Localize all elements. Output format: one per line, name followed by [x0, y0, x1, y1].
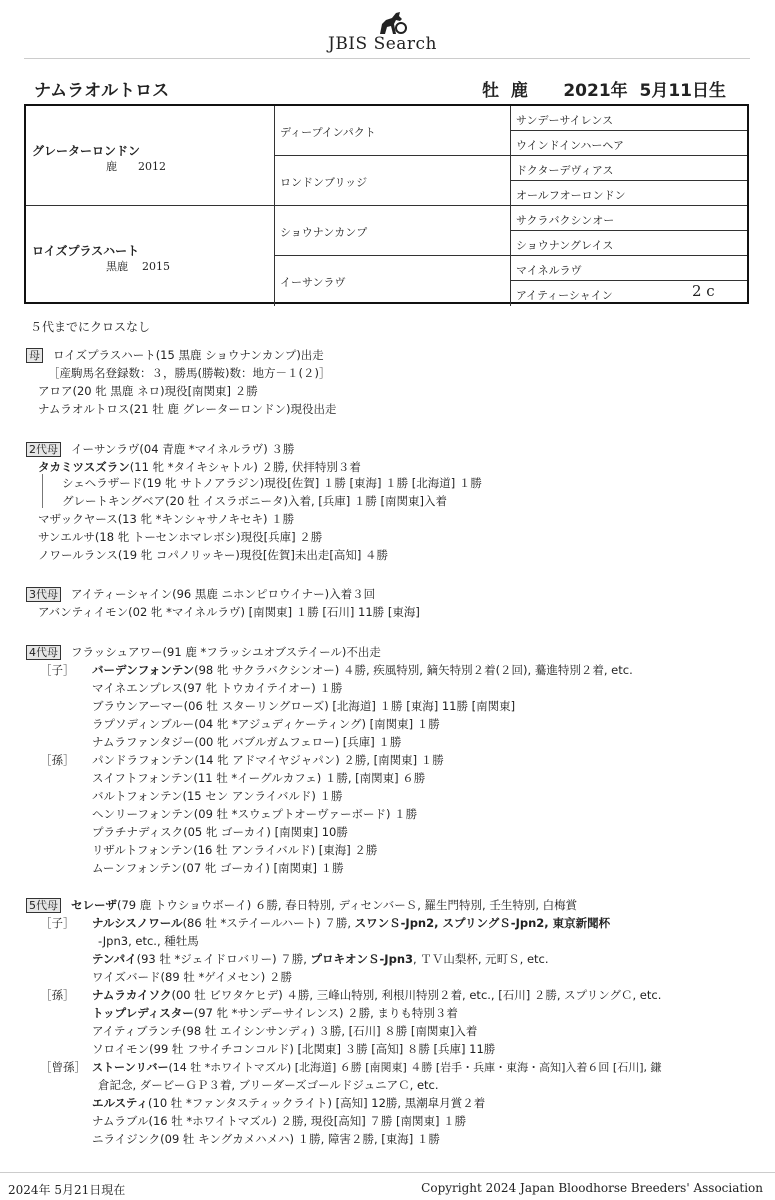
- horse-info: 牡 鹿 2021年 5月11日生: [482, 81, 726, 101]
- dam-cell: [26, 206, 275, 306]
- g5-child-bold: テンパイ: [92, 952, 137, 966]
- g5-child-bold: スワンＳ-Jpn2, スプリングＳ-Jpn2, 東京新聞杯: [354, 916, 611, 930]
- g5-grand-text: (00 牡 ビワタケヒデ) ４勝, 三峰山特別, 利根川特別２着, etc., [石川] ２勝, スプリングＣ, etc.: [171, 988, 662, 1002]
- footer-date: 2024年 5月21日現在: [8, 1183, 126, 1197]
- g5-great-bold: ストーンリバー: [92, 1061, 169, 1074]
- gen2-name[interactable]: ショウナンカンプ: [280, 226, 368, 239]
- g5-great[interactable]: ナムラブル(16 牡 *ホワイトマズル) ２勝, 現役[高知] ７勝 [南関東] １勝: [92, 1114, 467, 1128]
- section-tag: 2代母: [26, 442, 61, 457]
- gen3-name[interactable]: オールフオーロンドン: [516, 189, 626, 202]
- gen2-cell: [275, 156, 511, 206]
- sire-cell: [26, 106, 275, 206]
- g5-heading: [26, 897, 577, 913]
- gen3-cell: [511, 256, 747, 281]
- cross-mark: 2 c: [692, 282, 715, 300]
- g5-grand[interactable]: ソロイモン(99 牡 フサイチコンコルド) [北関東] ３勝 [高知] ８勝 [兵庫] 11勝: [92, 1042, 496, 1056]
- gen2-cell: [275, 106, 511, 156]
- sire-name[interactable]: グレーターロンドン: [32, 144, 141, 158]
- children-label: ［子］: [40, 916, 75, 930]
- g2-line[interactable]: マザックヤース(13 牝 *キンシャサノキセキ) １勝: [38, 512, 295, 526]
- g4-child[interactable]: [92, 662, 633, 678]
- g5-child[interactable]: [92, 951, 549, 967]
- gen3-cell: [511, 131, 747, 156]
- descendant-bar: [42, 474, 43, 508]
- g4-grand[interactable]: プラチナディスク(05 牝 ゴーカイ) [南関東] 10勝: [92, 825, 348, 839]
- header-divider: [24, 58, 750, 59]
- g5-child-bold: ナルシスノワール: [92, 916, 183, 930]
- g4-child[interactable]: ラプソディンブルー(04 牝 *アジュディケーティング) [南関東] １勝: [92, 717, 440, 731]
- dam-line: ［産駒馬名登録数：３，勝馬(勝鞍)数：地方－１(２)］: [48, 366, 331, 380]
- g3-heading: [26, 586, 375, 602]
- jbis-logo[interactable]: [328, 8, 458, 52]
- gen3-name[interactable]: アイティーシャイン: [516, 289, 613, 302]
- g5-grand-bold: トップレディスター: [92, 1006, 194, 1020]
- g5-child[interactable]: [92, 915, 610, 931]
- gen3-cell: [511, 206, 747, 231]
- pedigree-table: [24, 104, 749, 304]
- g5-great[interactable]: [92, 1095, 485, 1111]
- gen3-cell: [511, 106, 747, 131]
- g4-grand[interactable]: パンドラフォンテン(14 牝 アドマイヤジャパン) ２勝, [南関東] １勝: [92, 753, 444, 767]
- g5-head: (79 鹿 トウショウボーイ) ６勝, 春日特別, ディセンバーＳ, 羅生門特別, 壬生特別, 白梅賞: [117, 898, 578, 912]
- g5-great-text: (14 牡 *ホワイトマズル) [北海道] ６勝 [南関東] ４勝 [岩手・兵庫・東海・高知]入着６回 [石川], 鎌: [168, 1061, 662, 1074]
- gen3-name[interactable]: サンデーサイレンス: [516, 114, 614, 127]
- grand-label: ［孫］: [40, 753, 75, 767]
- great-label: ［曾孫］: [40, 1060, 86, 1074]
- grand-label: ［孫］: [40, 988, 75, 1002]
- g2-line-text: (11 牝 *タイキシャトル) ２勝, 伏拝特別３着: [129, 460, 361, 474]
- gen2-cell: [275, 256, 511, 306]
- dam-sub: 黒鹿 2015: [106, 260, 170, 273]
- gen2-name[interactable]: ロンドンブリッジ: [280, 176, 368, 189]
- dam-line[interactable]: ナムラオルトロス(21 牡 鹿 グレーターロンドン)現役出走: [38, 402, 337, 416]
- g4-child-bold: バーデンフォンテン: [92, 663, 195, 677]
- g5-great[interactable]: ニライジンク(09 牡 キングカメハメハ) １勝, 障害２勝, [東海] １勝: [92, 1132, 440, 1146]
- g3-head[interactable]: アイティーシャイン(96 黒鹿 ニホンピロウイナー)入着３回: [71, 587, 376, 601]
- g2-line-bold: タカミツスズラン: [38, 460, 130, 474]
- gen3-cell: [511, 231, 747, 256]
- gen2-name[interactable]: ディープインパクト: [280, 126, 376, 139]
- g2-heading: [26, 441, 294, 457]
- dam-head[interactable]: ロイズプラスハート(15 黒鹿 ショウナンカンプ)出走: [53, 348, 324, 362]
- g4-heading: [26, 644, 381, 660]
- g3-line[interactable]: アバンティイモン(02 牝 *マイネルラヴ) [南関東] １勝 [石川] 11勝 [東海]: [38, 605, 420, 619]
- g2-line[interactable]: サンエルサ(18 牝 トーセンホマレボシ)現役[兵庫] ２勝: [38, 530, 323, 544]
- gen2-cell: [275, 206, 511, 256]
- g4-child[interactable]: ナムラファンタジー(00 牝 バブルガムフェロー) [兵庫] １勝: [92, 735, 402, 749]
- footer-divider: [0, 1172, 775, 1173]
- gen3-cell: [511, 156, 747, 181]
- g4-grand[interactable]: スイフトフォンテン(11 牡 *イーグルカフェ) １勝, [南関東] ６勝: [92, 771, 426, 785]
- g4-grand[interactable]: ヘンリーフォンテン(09 牡 *スウェプトオーヴァーボード) １勝: [92, 807, 418, 821]
- g4-head[interactable]: フラッシュアワー(91 鹿 *フラッシユオブステイール)不出走: [71, 645, 381, 659]
- g4-child[interactable]: マイネエンプレス(97 牝 トウカイテイオー) １勝: [92, 681, 343, 695]
- g5-grand-text: (97 牝 *サンデーサイレンス) ２勝, まりも特別３着: [193, 1006, 458, 1020]
- gen2-name[interactable]: イーサンラヴ: [280, 276, 346, 289]
- gen3-name[interactable]: ショウナングレイス: [516, 239, 614, 252]
- dam-line[interactable]: アロア(20 牝 黒鹿 ネロ)現役[南関東] ２勝: [38, 384, 258, 398]
- g4-grand[interactable]: ムーンフォンテン(07 牝 ゴーカイ) [南関東] １勝: [92, 861, 344, 875]
- g5-grand[interactable]: [92, 1005, 458, 1021]
- g5-grand[interactable]: [92, 987, 661, 1003]
- g5-child: -Jpn3, etc., 種牡馬: [98, 934, 199, 948]
- g5-great-bold: エルスティ: [92, 1096, 149, 1110]
- gen3-name[interactable]: サクラバクシンオー: [516, 214, 615, 227]
- g5-child-text: (93 牡 *ジェイドロバリー) ７勝,: [136, 952, 311, 966]
- section-tag: 3代母: [26, 587, 61, 602]
- g4-grand[interactable]: リザルトフォンテン(16 牡 アンライバルド) [東海] ２勝: [92, 843, 378, 857]
- g5-grand[interactable]: アイティブランチ(98 牡 エイシンサンディ) ３勝, [石川] ８勝 [南関東]入着: [92, 1024, 478, 1038]
- gen3-cell: [511, 181, 747, 206]
- g5-child-text: (86 牡 *ステイールハート) ７勝,: [182, 916, 355, 930]
- children-label: ［子］: [40, 663, 75, 677]
- horse-name: ナムラオルトロス: [34, 81, 170, 101]
- sire-sub: 鹿 2012: [106, 160, 166, 173]
- g4-child-text: (98 牝 サクラバクシンオー) ４勝, 疾風特別, 鏑矢特別２着(２回), 驀進特別２着, etc.: [194, 663, 633, 677]
- g2-head[interactable]: イーサンラヴ(04 青鹿 *マイネルラヴ) ３勝: [71, 442, 295, 456]
- g2-line[interactable]: [38, 459, 361, 475]
- section-tag: 4代母: [26, 645, 61, 660]
- gen3-name[interactable]: ドクターデヴィアス: [516, 164, 614, 177]
- horse-logo-icon: [374, 10, 408, 36]
- gen3-name[interactable]: ウインドインハーヘア: [516, 139, 625, 152]
- g4-grand[interactable]: バルトフォンテン(15 セン アンライバルド) １勝: [92, 789, 343, 803]
- g5-child-bold: プロキオンＳ-Jpn3: [310, 952, 414, 966]
- footer-copyright: Copyright 2024 Japan Bloodhorse Breeders' Association: [421, 1181, 763, 1195]
- dam-name[interactable]: ロイズプラスハート: [32, 244, 140, 258]
- g5-grand-bold: ナムラカイソク: [92, 988, 172, 1002]
- logo-text: JBIS Search: [328, 34, 438, 54]
- g5-great: 倉記念, ダービーＧＰ３着, ブリーダーズゴールドジュニアＣ, etc.: [98, 1078, 439, 1092]
- g2-line[interactable]: シェヘラザード(19 牝 サトノアラジン)現役[佐賀] １勝 [東海] １勝 [北海道] １勝: [62, 476, 482, 490]
- section-tag: 母: [26, 348, 43, 363]
- g2-line[interactable]: ノワールランス(19 牝 コパノリッキー)現役[佐賀]未出走[高知] ４勝: [38, 548, 389, 562]
- g5-child[interactable]: ワイズバード(89 牡 *ゲイメセン) ２勝: [92, 970, 292, 984]
- gen3-name[interactable]: マイネルラヴ: [516, 264, 582, 277]
- dam-heading: [26, 347, 324, 363]
- cross-note: ５代までにクロスなし: [30, 320, 151, 334]
- g5-great-text: (10 牡 *ファンタスティックライト) [高知] 12勝, 黒潮皐月賞２着: [148, 1096, 486, 1110]
- g5-head-bold[interactable]: セレーザ: [71, 898, 117, 912]
- g2-line[interactable]: グレートキングベア(20 牡 イスラボニータ)入着, [兵庫] １勝 [南関東]入着: [62, 494, 448, 508]
- g4-child[interactable]: ブラウンアーマー(06 牡 スターリングローズ) [北海道] １勝 [東海] 11勝 [南関東]: [92, 699, 516, 713]
- section-tag: 5代母: [26, 898, 61, 913]
- g5-great[interactable]: [92, 1059, 662, 1075]
- g5-child-text: , ＴＶ山梨杯, 元町Ｓ, etc.: [413, 952, 549, 966]
